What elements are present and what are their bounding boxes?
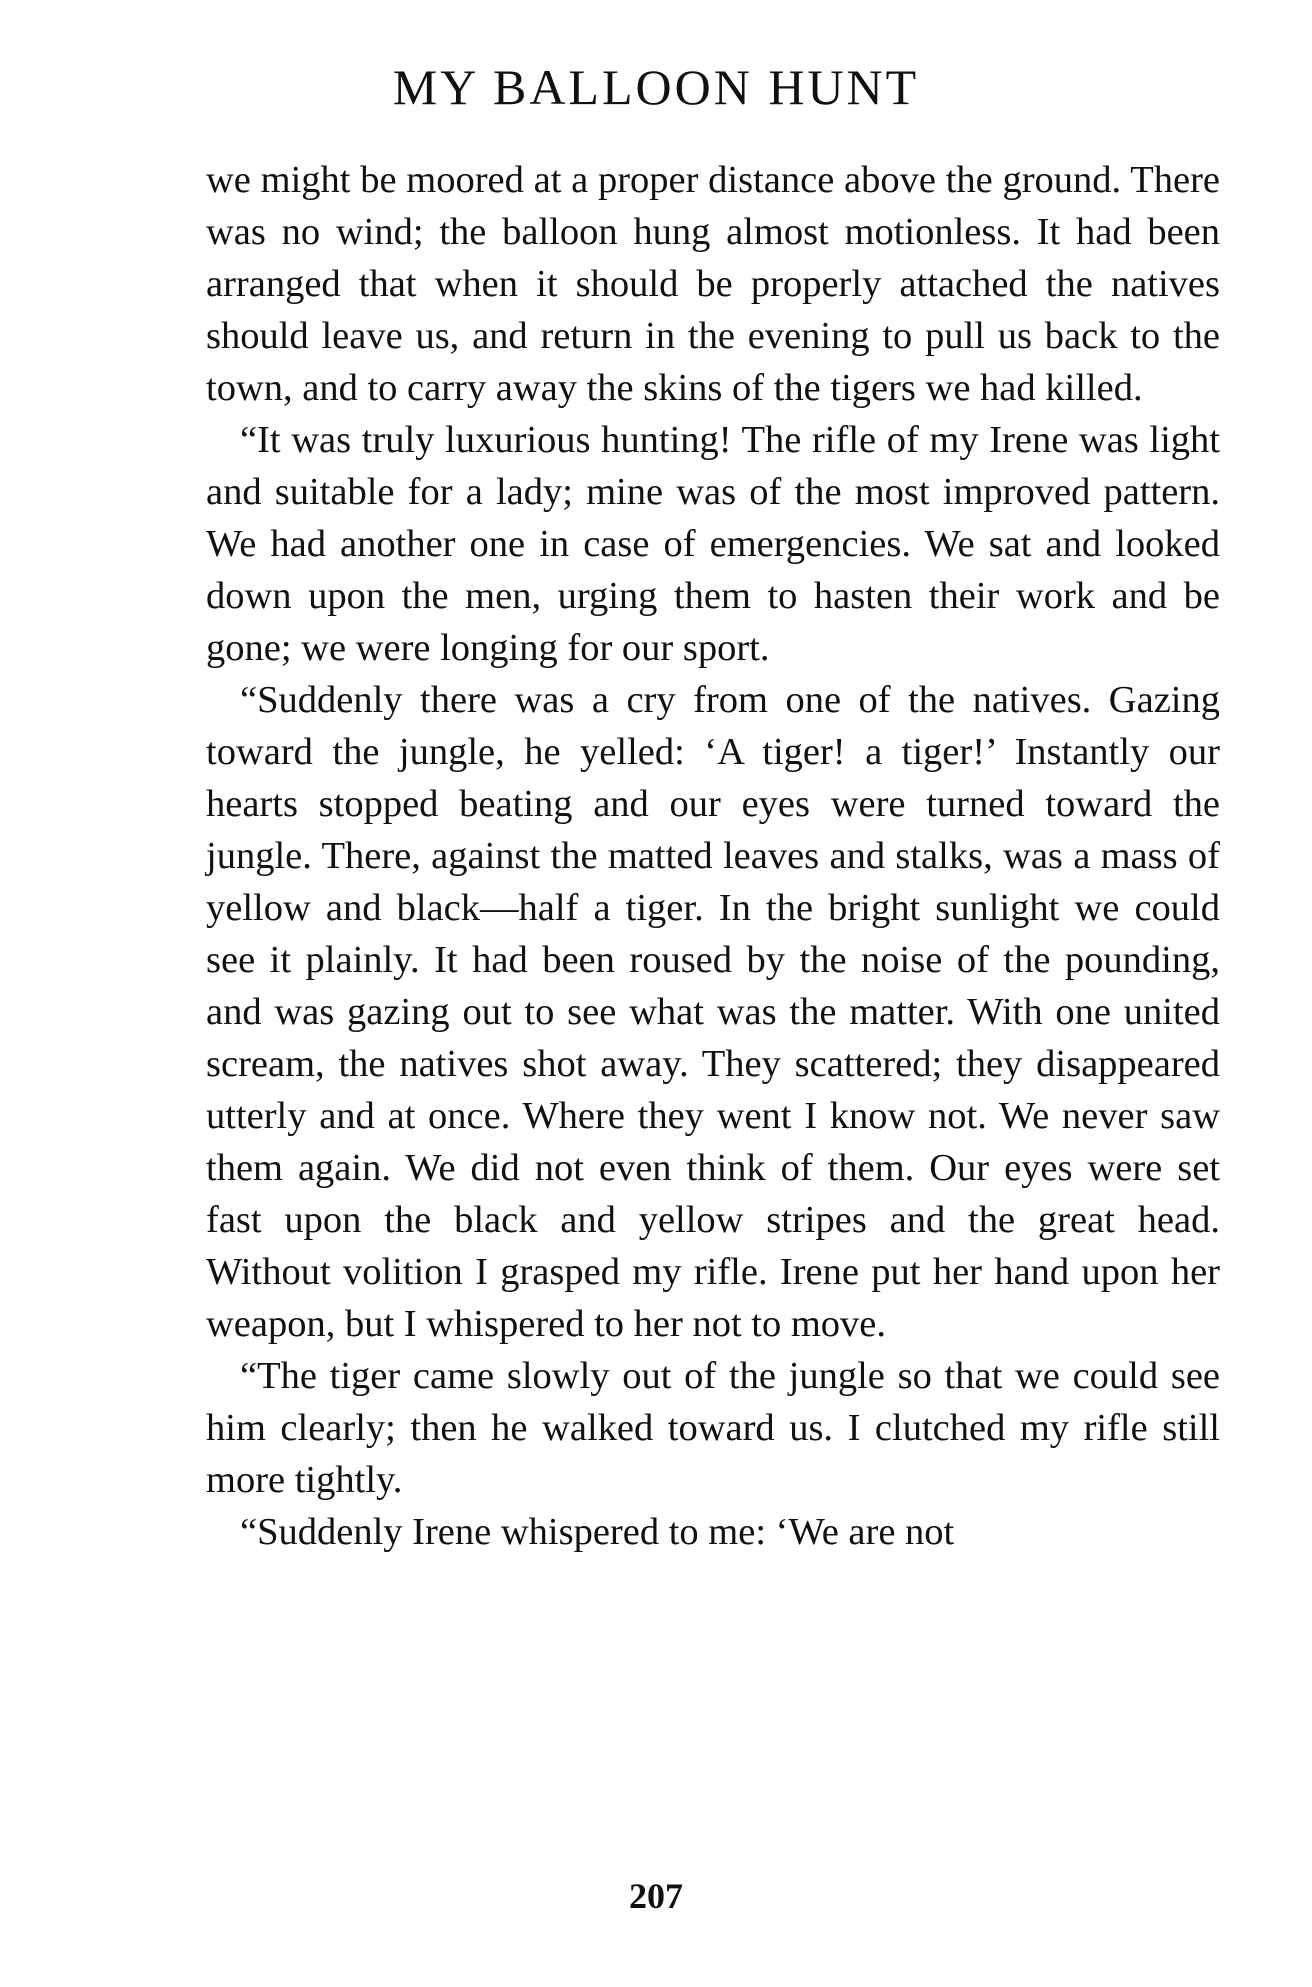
paragraph: “It was truly luxurious hunting! The rifle of my Irene was light and suitable for a lady; mine was of the most improved pattern. We had another one in case of emergencies. We sat and looked down upon the men, urging them to hasten their work and be gone; we were longing for our sport. [206, 419, 1220, 669]
page-number: 207 [629, 1876, 683, 1916]
paragraph-continued: we might be moored at a proper distance above the ground. There was no wind; the balloon hung almost motionless. It had been arranged that when it should be properly attached the natives should leave us, and return in the evening to pull us back to the town, and to carry away the skins of the tigers we had killed. [206, 159, 1220, 409]
body-text [206, 154, 1220, 1558]
running-head: MY BALLOON HUNT [392, 59, 920, 115]
paragraph: “Suddenly there was a cry from one of the natives. Gazing toward the jungle, he yelled: ‘A tiger! a tiger!’ Instantly our hearts stopped beating and our eyes were turned toward the jungle. There, against the matted leaves and stalks, was a mass of yellow and black—half a tiger. In the bright sunlight we could see it plainly. It had been roused by the noise of the pounding, and was gazing out to see what was the matter. With one united scream, the natives shot away. They scattered; they disappeared utterly and at once. Where they went I know not. We never saw them again. We did not even think of them. Our eyes were set fast upon the black and yellow stripes and the great head. Without volition I grasped my rifle. Irene put her hand upon her weapon, but I whispered to her not to move. [206, 679, 1220, 1345]
paragraph: “The tiger came slowly out of the jungle so that we could see him clearly; then he walked toward us. I clutched my rifle still more tightly. [206, 1355, 1220, 1501]
paragraph: “Suddenly Irene whispered to me: ‘We are not [240, 1511, 955, 1553]
